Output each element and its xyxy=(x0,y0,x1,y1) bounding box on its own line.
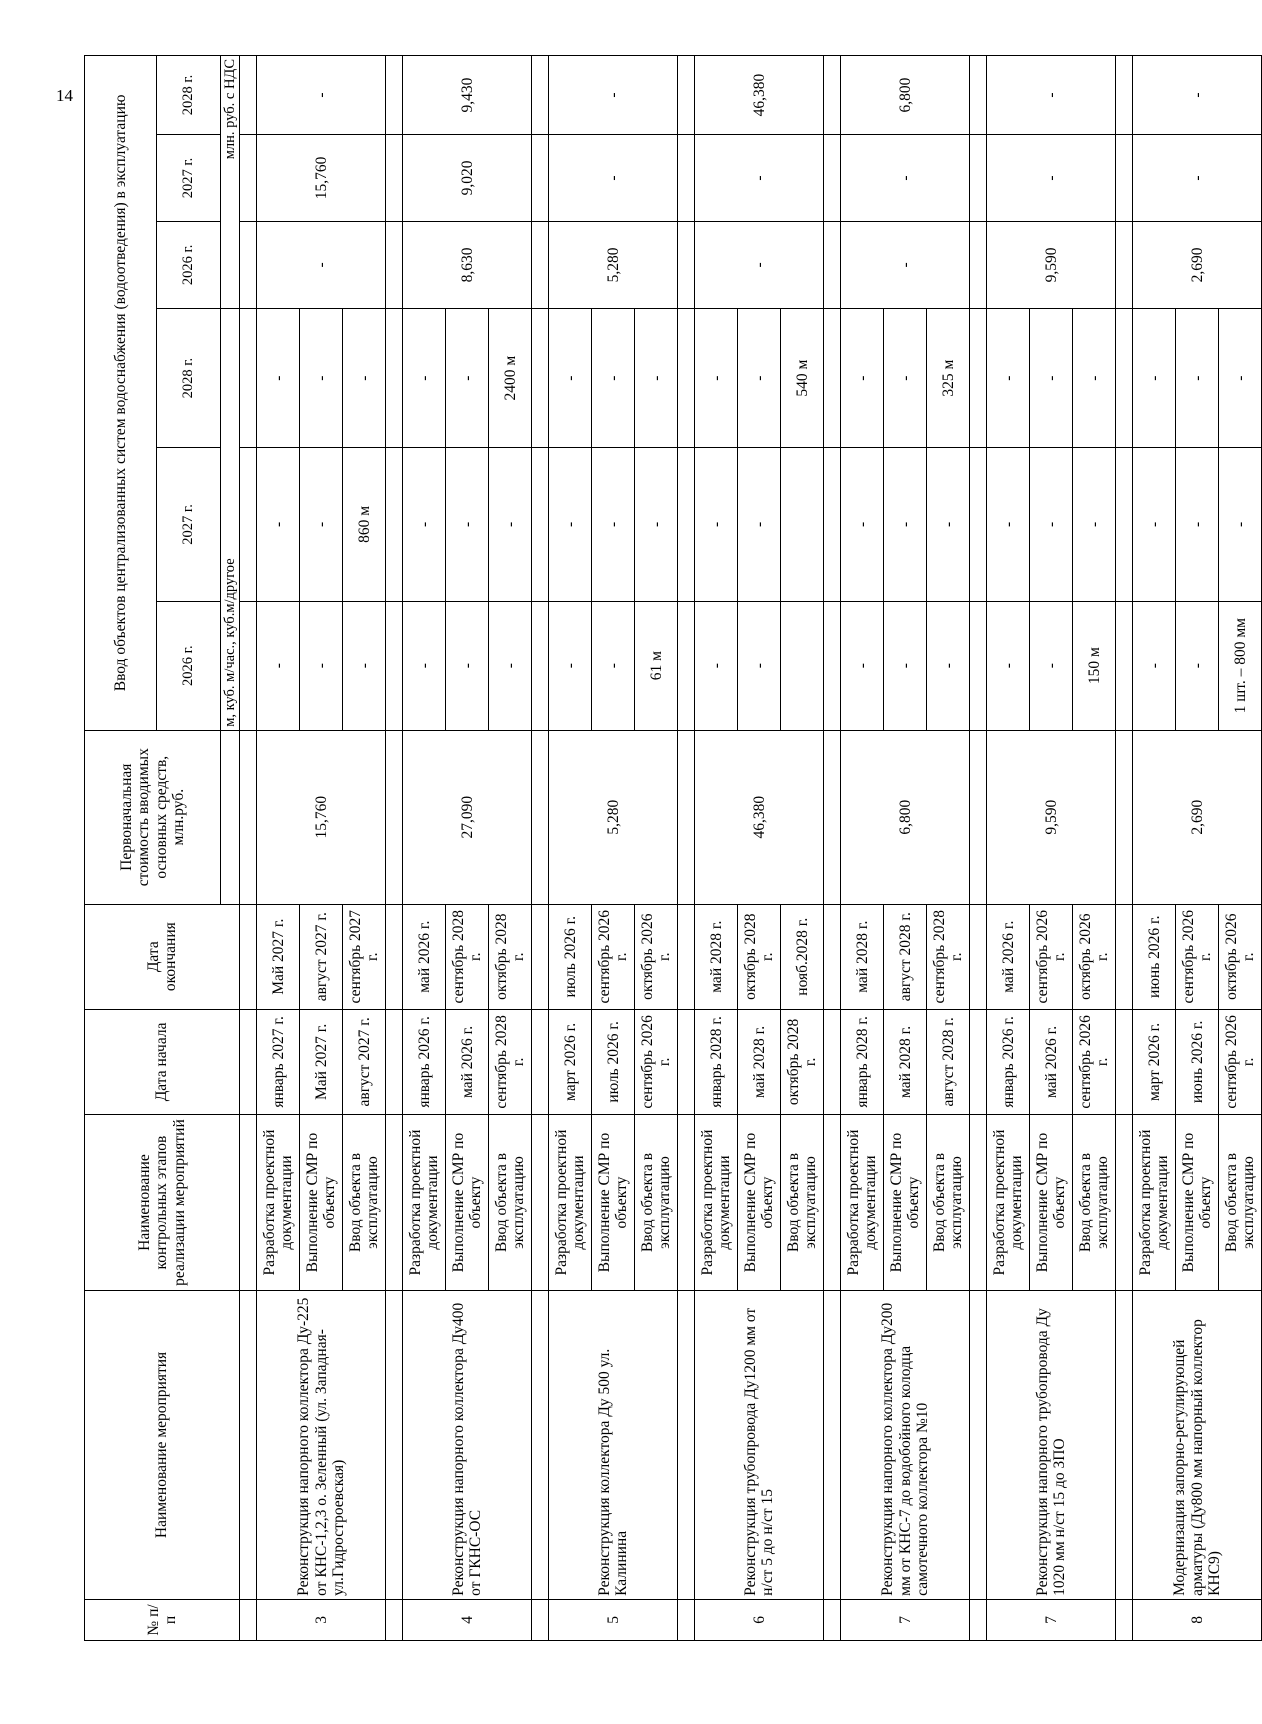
year-header-phys-2026: 2026 г. xyxy=(157,601,221,730)
money-2026: 9,590 xyxy=(987,221,1116,308)
physical-2028: - xyxy=(884,308,927,448)
physical-2026: - xyxy=(1030,601,1073,730)
stage-start-date: январь 2028 г. xyxy=(695,1009,738,1114)
stage-end-date: сентябрь 2026 г. xyxy=(592,904,635,1009)
measure-name: Реконструкция напорного коллектора Ду-225 от КНС-1,2,3 о. Зеленный (ул. Западная-ул.Гидростроевская) xyxy=(257,1291,386,1600)
measure-name: Реконструкция напорного трубопровода Ду 1020 мм н/ст 15 до ЗПО xyxy=(987,1291,1116,1600)
physical-2027: - xyxy=(489,448,532,601)
year-header-phys-2028: 2028 г. xyxy=(157,308,221,448)
physical-2027: - xyxy=(738,448,781,601)
physical-2026: - xyxy=(841,601,884,730)
group-spacer-row xyxy=(240,56,257,1641)
table-row xyxy=(549,56,592,1641)
physical-2026: - xyxy=(489,601,532,730)
physical-2027: - xyxy=(446,448,489,601)
money-2028: - xyxy=(549,56,678,135)
year-header-money-2026: 2026 г. xyxy=(157,221,221,308)
stage-end-date: май 2028 г. xyxy=(695,904,738,1009)
physical-2026: - xyxy=(927,601,970,730)
physical-2026: - xyxy=(446,601,489,730)
physical-2027: 860 м xyxy=(343,448,386,601)
col-stages-header: Наименование контрольных этапов реализации мероприятий xyxy=(85,1115,240,1291)
row-number: 7 xyxy=(841,1599,970,1640)
stage-start-date: май 2028 г. xyxy=(738,1009,781,1114)
money-2028: 6,800 xyxy=(841,56,970,135)
col-name-header: Наименование мероприятия xyxy=(85,1291,240,1600)
physical-2027: - xyxy=(1219,448,1262,601)
physical-2026: - xyxy=(884,601,927,730)
stage-name: Выполнение СМР по объекту xyxy=(300,1115,343,1291)
physical-2028: - xyxy=(1133,308,1176,448)
stage-end-date: май 2028 г. xyxy=(841,904,884,1009)
stage-start-date: август 2027 г. xyxy=(343,1009,386,1114)
stage-end-date: октябрь 2026 г. xyxy=(1219,904,1262,1009)
physical-2028: - xyxy=(738,308,781,448)
physical-2027 xyxy=(781,448,824,601)
table-row xyxy=(403,56,446,1641)
measure-name: Реконструкция трубопровода Ду1200 мм от н/ст 5 до н/ст 15 xyxy=(695,1291,824,1600)
physical-2028: - xyxy=(446,308,489,448)
page-number: 14 xyxy=(56,86,73,105)
stage-start-date: май 2026 г. xyxy=(1030,1009,1073,1114)
stage-end-date: август 2027 г. xyxy=(300,904,343,1009)
physical-2026: - xyxy=(300,601,343,730)
group-spacer-row xyxy=(1116,56,1133,1641)
stage-start-date: январь 2028 г. xyxy=(841,1009,884,1114)
initial-cost: 27,090 xyxy=(403,730,532,904)
stage-end-date: сентябрь 2028 г. xyxy=(446,904,489,1009)
row-number: 7 xyxy=(987,1599,1116,1640)
group-spacer-row xyxy=(970,56,987,1641)
group-spacer-row xyxy=(386,56,403,1641)
stage-name: Выполнение СМР по объекту xyxy=(884,1115,927,1291)
physical-2028: - xyxy=(403,308,446,448)
unit-physical: м, куб. м/час., куб.м/другое xyxy=(221,308,240,730)
stage-start-date: январь 2026 г. xyxy=(403,1009,446,1114)
stage-name: Ввод объекта в эксплуатацию xyxy=(927,1115,970,1291)
physical-2028: - xyxy=(592,308,635,448)
initial-cost: 5,280 xyxy=(549,730,678,904)
physical-2028: - xyxy=(1176,308,1219,448)
stage-start-date: сентябрь 2026 г. xyxy=(635,1009,678,1114)
year-header-money-2028: 2028 г. xyxy=(157,56,221,135)
money-2028: 46,380 xyxy=(695,56,824,135)
initial-cost: 15,760 xyxy=(257,730,386,904)
col-cost-header: Первоначальная стоимость вводимых основных средств, млн.руб. xyxy=(85,730,221,904)
physical-2026: - xyxy=(987,601,1030,730)
physical-2028: - xyxy=(841,308,884,448)
physical-2027: - xyxy=(257,448,300,601)
physical-2026: - xyxy=(549,601,592,730)
money-2026: - xyxy=(695,221,824,308)
physical-2028: - xyxy=(300,308,343,448)
stage-name: Выполнение СМР по объекту xyxy=(1030,1115,1073,1291)
money-2028: 9,430 xyxy=(403,56,532,135)
stage-start-date: январь 2026 г. xyxy=(987,1009,1030,1114)
stage-start-date: май 2026 г. xyxy=(446,1009,489,1114)
stage-end-date: октябрь 2028 г. xyxy=(738,904,781,1009)
col-end-header: Дата окончания xyxy=(85,904,240,1009)
stage-name: Разработка проектной документации xyxy=(1133,1115,1176,1291)
stage-start-date: октябрь 2028 г. xyxy=(781,1009,824,1114)
stage-end-date: Май 2027 г. xyxy=(257,904,300,1009)
money-2027: 15,760 xyxy=(257,135,386,222)
money-2026: 2,690 xyxy=(1133,221,1262,308)
group-spacer-row xyxy=(532,56,549,1641)
initial-cost: 6,800 xyxy=(841,730,970,904)
stage-name: Ввод объекта в эксплуатацию xyxy=(343,1115,386,1291)
stage-end-date: май 2026 г. xyxy=(987,904,1030,1009)
row-number: 4 xyxy=(403,1599,532,1640)
money-2028: - xyxy=(987,56,1116,135)
physical-2028: - xyxy=(695,308,738,448)
stage-start-date: Май 2027 г. xyxy=(300,1009,343,1114)
stage-name: Выполнение СМР по объекту xyxy=(1176,1115,1219,1291)
money-2027: - xyxy=(549,135,678,222)
money-2026: 5,280 xyxy=(549,221,678,308)
stage-start-date: март 2026 г. xyxy=(549,1009,592,1114)
stage-end-date: август 2028 г. xyxy=(884,904,927,1009)
stage-end-date: июнь 2026 г. xyxy=(1133,904,1176,1009)
measure-name: Модернизация запорно-регулирующей арматуры (Ду800 мм напорный коллектор КНС9) xyxy=(1133,1291,1262,1600)
stage-name: Ввод объекта в эксплуатацию xyxy=(1219,1115,1262,1291)
stage-name: Разработка проектной документации xyxy=(987,1115,1030,1291)
row-number: 8 xyxy=(1133,1599,1262,1640)
physical-2028: - xyxy=(635,308,678,448)
physical-2026: - xyxy=(343,601,386,730)
stage-end-date: сентябрь 2026 г. xyxy=(1176,904,1219,1009)
stage-end-date: сентябрь 2028 г. xyxy=(927,904,970,1009)
physical-2028: 325 м xyxy=(927,308,970,448)
physical-2027: - xyxy=(695,448,738,601)
physical-2028: - xyxy=(343,308,386,448)
measure-name: Реконструкция коллектора Ду 500 ул. Калинина xyxy=(549,1291,678,1600)
measures-table xyxy=(84,55,1262,1641)
row-number: 6 xyxy=(695,1599,824,1640)
physical-2028: - xyxy=(1219,308,1262,448)
table-row xyxy=(841,56,884,1641)
table-row xyxy=(695,56,738,1641)
stage-start-date: сентябрь 2028 г. xyxy=(489,1009,532,1114)
stage-end-date: июль 2026 г. xyxy=(549,904,592,1009)
stage-start-date: сентябрь 2026 г. xyxy=(1219,1009,1262,1114)
physical-2028: - xyxy=(1073,308,1116,448)
physical-2027: - xyxy=(927,448,970,601)
col-commissioning-header: Ввод объектов централизованных систем водоснабжения (водоотведения) в эксплуатацию xyxy=(85,56,157,731)
stage-name: Ввод объекта в эксплуатацию xyxy=(635,1115,678,1291)
money-2026: - xyxy=(841,221,970,308)
physical-2027: - xyxy=(549,448,592,601)
physical-2026: - xyxy=(257,601,300,730)
table-row xyxy=(1133,56,1176,1641)
initial-cost: 46,380 xyxy=(695,730,824,904)
stage-name: Разработка проектной документации xyxy=(257,1115,300,1291)
money-2027: - xyxy=(695,135,824,222)
physical-2026 xyxy=(781,601,824,730)
physical-2027: - xyxy=(884,448,927,601)
physical-2027: - xyxy=(592,448,635,601)
stage-start-date: сентябрь 2026 г. xyxy=(1073,1009,1116,1114)
stage-start-date: август 2028 г. xyxy=(927,1009,970,1114)
stage-name: Разработка проектной документации xyxy=(695,1115,738,1291)
stage-end-date: октябрь 2026 г. xyxy=(1073,904,1116,1009)
money-2026: 8,630 xyxy=(403,221,532,308)
col-start-header: Дата начала xyxy=(85,1009,240,1114)
stage-name: Разработка проектной документации xyxy=(841,1115,884,1291)
physical-2027: - xyxy=(1133,448,1176,601)
stage-name: Ввод объекта в эксплуатацию xyxy=(1073,1115,1116,1291)
physical-2027: - xyxy=(1073,448,1116,601)
stage-end-date: октябрь 2026 г. xyxy=(635,904,678,1009)
physical-2026: 150 м xyxy=(1073,601,1116,730)
stage-start-date: май 2028 г. xyxy=(884,1009,927,1114)
stage-end-date: сентябрь 2026 г. xyxy=(1030,904,1073,1009)
year-header-phys-2027: 2027 г. xyxy=(157,448,221,601)
physical-2027: - xyxy=(300,448,343,601)
year-header-money-2027: 2027 г. xyxy=(157,135,221,222)
initial-cost: 2,690 xyxy=(1133,730,1262,904)
stage-name: Разработка проектной документации xyxy=(403,1115,446,1291)
stage-start-date: июль 2026 г. xyxy=(592,1009,635,1114)
physical-2028: - xyxy=(1030,308,1073,448)
stage-end-date: май 2026 г. xyxy=(403,904,446,1009)
stage-name: Ввод объекта в эксплуатацию xyxy=(781,1115,824,1291)
money-2027: - xyxy=(841,135,970,222)
physical-2028: - xyxy=(257,308,300,448)
stage-end-date: октябрь 2028 г. xyxy=(489,904,532,1009)
money-2027: - xyxy=(987,135,1116,222)
measure-name: Реконструкция напорного коллектора Ду400 от ГКНС-ОС xyxy=(403,1291,532,1600)
stage-name: Разработка проектной документации xyxy=(549,1115,592,1291)
table-row xyxy=(987,56,1030,1641)
row-number: 3 xyxy=(257,1599,386,1640)
physical-2026: 61 м xyxy=(635,601,678,730)
physical-2028: 2400 м xyxy=(489,308,532,448)
physical-2027: - xyxy=(1176,448,1219,601)
stage-end-date: сентябрь 2027 г. xyxy=(343,904,386,1009)
physical-2028: - xyxy=(549,308,592,448)
money-2026: - xyxy=(257,221,386,308)
physical-2026: - xyxy=(403,601,446,730)
stage-name: Выполнение СМР по объекту xyxy=(446,1115,489,1291)
physical-2026: - xyxy=(695,601,738,730)
physical-2027: - xyxy=(635,448,678,601)
initial-cost: 9,590 xyxy=(987,730,1116,904)
money-2028: - xyxy=(1133,56,1262,135)
physical-2026: - xyxy=(1176,601,1219,730)
col-num-header: № п/п xyxy=(85,1599,240,1640)
measure-name: Реконструкция напорного коллектора Ду200 мм от КНС-7 до водобойного колодца самотечного коллектора №10 xyxy=(841,1291,970,1600)
physical-2026: - xyxy=(592,601,635,730)
stage-start-date: март 2026 г. xyxy=(1133,1009,1176,1114)
stage-name: Выполнение СМР по объекту xyxy=(738,1115,781,1291)
physical-2027: - xyxy=(987,448,1030,601)
physical-2027: - xyxy=(403,448,446,601)
money-2028: - xyxy=(257,56,386,135)
physical-2028: - xyxy=(987,308,1030,448)
money-2027: - xyxy=(1133,135,1262,222)
group-spacer-row xyxy=(678,56,695,1641)
physical-2026: - xyxy=(738,601,781,730)
stage-name: Выполнение СМР по объекту xyxy=(592,1115,635,1291)
stage-end-date: нояб.2028 г. xyxy=(781,904,824,1009)
table-body xyxy=(240,56,1262,1641)
physical-2028: 540 м xyxy=(781,308,824,448)
stage-start-date: июнь 2026 г. xyxy=(1176,1009,1219,1114)
physical-2027: - xyxy=(841,448,884,601)
money-2027: 9,020 xyxy=(403,135,532,222)
physical-2027: - xyxy=(1030,448,1073,601)
stage-start-date: январь 2027 г. xyxy=(257,1009,300,1114)
rotated-table-wrapper xyxy=(84,55,1258,1641)
physical-2026: 1 шт. – 800 мм xyxy=(1219,601,1262,730)
unit-money: млн. руб. с НДС xyxy=(221,56,240,309)
stage-name: Ввод объекта в эксплуатацию xyxy=(489,1115,532,1291)
physical-2026: - xyxy=(1133,601,1176,730)
row-number: 5 xyxy=(549,1599,678,1640)
group-spacer-row xyxy=(824,56,841,1641)
table-row xyxy=(257,56,300,1641)
